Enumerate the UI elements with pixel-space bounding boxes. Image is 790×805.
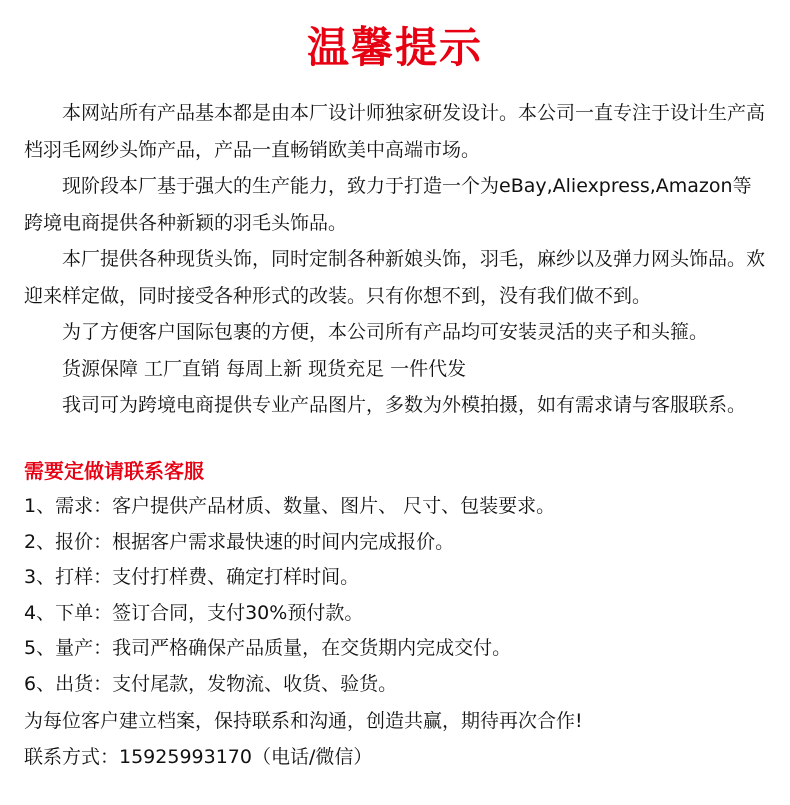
page-title: 温馨提示	[306, 23, 483, 72]
intro-paragraph-supply: 货源保障 工厂直销 每周上新 现货充足 一件代发	[62, 357, 467, 380]
step-ordering: 4、下单：签订合同，支付30%预付款。	[24, 601, 364, 624]
intro-paragraph-production: 现阶段本厂基于强大的生产能力，致力于打造一个为eBay,Aliexpress,Amazon等跨境电商提供各种新颖的羽毛头饰品。	[24, 175, 752, 234]
intro-paragraph-design: 本网站所有产品基本都是由本厂设计师独家研发设计。本公司一直专注于设计生产高档羽毛网纱头饰产品，产品一直畅销欧美中高端市场。	[24, 102, 766, 161]
intro-section	[24, 95, 766, 424]
order-steps-list	[24, 489, 766, 702]
step-sampling: 3、打样：支付打样费、确定打样时间。	[24, 566, 360, 588]
contact-heading: 需要定做请联系客服	[24, 459, 204, 483]
contact-info: 联系方式：15925993170（电话/微信）	[24, 746, 373, 768]
intro-paragraph-photos: 我司可为跨境电商提供专业产品图片，多数为外模拍摄，如有需求请与客服联系。	[62, 394, 747, 416]
intro-paragraph-custom: 本厂提供各种现货头饰，同时定制各种新娘头饰，羽毛，麻纱以及弹力网头饰品。欢迎来样定做，同时接受各种形式的改装。只有你想不到，没有我们做不到。	[24, 248, 766, 307]
step-shipping: 6、出货：支付尾款，发物流、收货、验货。	[24, 672, 398, 695]
step-production: 5、量产：我司严格确保产品质量，在交货期内完成交付。	[24, 637, 512, 659]
intro-paragraph-accessories: 为了方便客户国际包裹的方便，本公司所有产品均可安装灵活的夹子和头箍。	[62, 321, 709, 343]
step-quotation: 2、报价：根据客户需求最快速的时间内完成报价。	[24, 530, 455, 553]
closing-message: 为每位客户建立档案，保持联系和沟通，创造共赢，期待再次合作!	[24, 710, 583, 732]
step-requirements: 1、需求：客户提供产品材质、数量、图片、 尺寸、包装要求。	[24, 495, 556, 517]
